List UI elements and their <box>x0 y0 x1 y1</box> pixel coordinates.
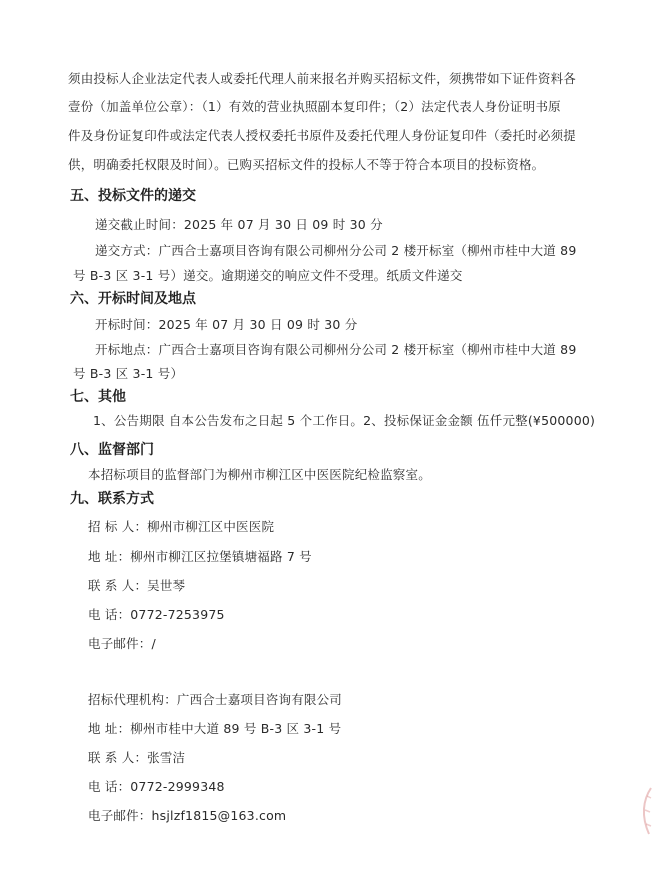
agency-name: 广西合士嘉项目咨询有限公司 <box>176 692 343 707</box>
intro-line-3: 件及身份证复印件或法定代表人授权委托书原件及委托代理人身份证复印件（委托时必须提 <box>68 128 577 143</box>
agency-phone: 0772-2999348 <box>130 779 225 794</box>
agency-email: hsjlzf1815@163.com <box>151 808 287 823</box>
agency-contact-row <box>88 750 185 766</box>
tenderer-contact-label: 联 系 人： <box>88 578 148 593</box>
section-6-heading: 六、开标时间及地点 <box>70 291 196 307</box>
submission-method-line-2: 号 B-3 区 3-1 号）递交。逾期递交的响应文件不受理。纸质文件递交 <box>73 268 463 283</box>
opening-place-line-1: 开标地点：广西合士嘉项目咨询有限公司柳州分公司 2 楼开标室（柳州市桂中大道 89 <box>95 342 577 357</box>
tenderer-name-label: 招 标 人： <box>88 519 148 534</box>
agency-address-row <box>88 721 341 737</box>
tenderer-name-row <box>88 519 274 535</box>
tenderer-address: 柳州市柳江区拉堡镇塘福路 7 号 <box>130 549 312 564</box>
section-8-heading: 八、监督部门 <box>70 442 154 458</box>
opening-place-line-2: 号 B-3 区 3-1 号） <box>73 366 184 381</box>
section-7-heading: 七、其他 <box>70 389 126 405</box>
agency-phone-row <box>88 779 225 795</box>
tenderer-phone-label: 电 话： <box>88 607 131 622</box>
agency-name-label: 招标代理机构： <box>88 692 177 707</box>
submission-deadline: 递交截止时间：2025 年 07 月 30 日 09 时 30 分 <box>95 217 383 232</box>
opening-time: 开标时间：2025 年 07 月 30 日 09 时 30 分 <box>95 317 358 332</box>
intro-line-1: 须由投标人企业法定代表人或委托代理人前来报名并购买招标文件，须携带如下证件资料各 <box>68 71 577 86</box>
agency-contact-label: 联 系 人： <box>88 750 148 765</box>
tenderer-email-label: 电子邮件： <box>88 636 152 651</box>
submission-method-line-1: 递交方式：广西合士嘉项目咨询有限公司柳州分公司 2 楼开标室（柳州市桂中大道 89 <box>95 243 577 258</box>
agency-name-row <box>88 692 342 708</box>
agency-address-label: 地 址： <box>88 721 131 736</box>
tenderer-name: 柳州市柳江区中医医院 <box>147 519 275 534</box>
tenderer-email: / <box>151 636 156 651</box>
intro-line-2: 壹份（加盖单位公章）：（1）有效的营业执照副本复印件；（2）法定代表人身份证明书原 <box>68 99 561 114</box>
tenderer-address-row <box>88 549 312 565</box>
section-5-heading: 五、投标文件的递交 <box>70 188 196 204</box>
agency-email-label: 电子邮件： <box>88 808 152 823</box>
tenderer-contact-row <box>88 578 185 594</box>
supervision-line: 本招标项目的监督部门为柳州市柳江区中医医院纪检监察室。 <box>88 467 431 482</box>
agency-contact: 张雪洁 <box>147 750 186 765</box>
tenderer-phone-row <box>88 607 225 623</box>
section-9-heading: 九、联系方式 <box>70 491 154 507</box>
tenderer-phone: 0772-7253975 <box>130 607 225 622</box>
tenderer-address-label: 地 址： <box>88 549 131 564</box>
tenderer-contact: 吴世琴 <box>147 578 186 593</box>
agency-address: 柳州市桂中大道 89 号 B-3 区 3-1 号 <box>130 721 342 736</box>
other-info-line: 1、公告期限 自本公告发布之日起 5 个工作日。2、投标保证金金额 伍仟元整(¥500000) <box>93 413 596 428</box>
agency-email-row <box>88 808 286 824</box>
stamp-edge-icon <box>635 786 653 836</box>
agency-phone-label: 电 话： <box>88 779 131 794</box>
tenderer-email-row <box>88 636 156 652</box>
intro-line-4: 供，明确委托权限及时间）。已购买招标文件的投标人不等于符合本项目的投标资格。 <box>68 157 545 172</box>
